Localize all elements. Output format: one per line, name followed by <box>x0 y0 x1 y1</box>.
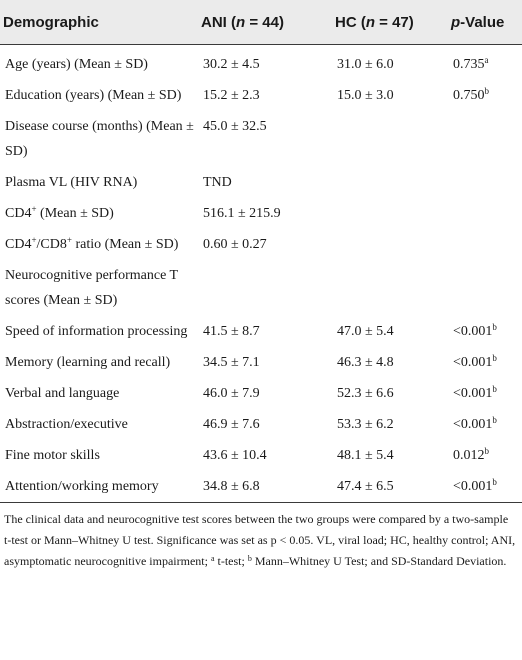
p-value <box>448 346 522 377</box>
p-value <box>448 79 522 110</box>
p-value <box>448 110 522 166</box>
p-value <box>448 259 522 315</box>
table-row <box>0 377 522 408</box>
row-label <box>0 228 198 259</box>
p-value-sup: b <box>492 477 497 487</box>
ani-value: 516.1 ± 215.9 <box>203 206 281 221</box>
p-value <box>448 439 522 470</box>
p-value-sup: b <box>484 446 489 456</box>
hc-value: 52.3 ± 6.6 <box>337 386 394 401</box>
table-row <box>0 197 522 228</box>
ani-value: 45.0 ± 32.5 <box>203 119 267 134</box>
header-p-value <box>448 0 522 45</box>
header-ani-prefix: ANI ( <box>201 13 236 31</box>
ani-value: 15.2 ± 2.3 <box>203 88 260 103</box>
table-body <box>0 45 522 503</box>
table-row <box>0 259 522 315</box>
row-label: Fine motor skills <box>5 448 100 463</box>
row-label <box>0 197 198 228</box>
row-label: Memory (learning and recall) <box>5 355 171 370</box>
ani-value: 46.0 ± 7.9 <box>203 386 260 401</box>
p-value-sup: b <box>492 353 497 363</box>
row-label: Verbal and language <box>5 386 120 401</box>
footnote-a-text: t-test; <box>214 554 248 568</box>
label-part: (Mean ± SD) <box>36 206 114 221</box>
footnote-sup-a: a <box>210 554 215 563</box>
p-value-sup: b <box>492 415 497 425</box>
hc-value: 53.3 ± 6.2 <box>337 417 394 432</box>
header-demographic: Demographic <box>0 0 198 45</box>
header-hc-prefix: HC ( <box>335 13 366 31</box>
p-value-text: 0.750 <box>453 88 485 103</box>
p-value-sup: a <box>484 55 489 65</box>
header-hc-n: n <box>365 13 375 31</box>
hc-value: 47.0 ± 5.4 <box>337 324 394 339</box>
ani-value: 46.9 ± 7.6 <box>203 417 260 432</box>
row-label: Age (years) (Mean ± SD) <box>5 57 148 72</box>
ani-value: 41.5 ± 8.7 <box>203 324 260 339</box>
row-label: Abstraction/executive <box>5 417 128 432</box>
ani-value: 0.60 ± 0.27 <box>203 237 267 252</box>
footnote-sup-b: b <box>247 554 252 563</box>
table-row <box>0 470 522 503</box>
p-value-sup: b <box>492 322 497 332</box>
hc-value: 15.0 ± 3.0 <box>337 88 394 103</box>
table-header <box>0 0 522 45</box>
table-row <box>0 346 522 377</box>
table-row <box>0 166 522 197</box>
ani-value: 30.2 ± 4.5 <box>203 57 260 72</box>
row-label: Education (years) (Mean ± SD) <box>5 88 182 103</box>
label-sup: + <box>31 235 37 245</box>
table-row <box>0 45 522 80</box>
header-hc <box>332 0 448 45</box>
p-value-text: <0.001 <box>453 355 493 370</box>
p-value <box>448 45 522 80</box>
row-label: Neurocognitive performance T scores (Mean ± SD) <box>5 268 178 308</box>
p-value-text: <0.001 <box>453 386 493 401</box>
label-part: /CD8 <box>36 237 67 252</box>
footnote-main: The clinical data and neurocognitive test scores between the two groups were compared by a two-sample t-test or Mann–Whitney U test. Significance was set as p < 0.05. VL, viral load; HC, healthy control; ANI, asymptomatic neurocognitive impairment; <box>4 512 516 568</box>
hc-value: 46.3 ± 4.8 <box>337 355 394 370</box>
row-label: Plasma VL (HIV RNA) <box>5 175 138 190</box>
p-value <box>448 408 522 439</box>
header-hc-suffix: = 47) <box>375 13 414 31</box>
table-row <box>0 110 522 166</box>
label-sup: + <box>66 235 72 245</box>
ani-value: TND <box>203 175 232 190</box>
header-p-suffix: -Value <box>460 13 505 31</box>
label-part: ratio (Mean ± SD) <box>71 237 179 252</box>
table-row <box>0 439 522 470</box>
p-value-text: 0.012 <box>453 448 485 463</box>
row-label: Attention/working memory <box>0 470 198 503</box>
hc-value <box>332 110 448 166</box>
label-part: CD4 <box>5 237 32 252</box>
p-value-text: <0.001 <box>453 324 493 339</box>
p-value <box>448 470 522 503</box>
hc-value: 31.0 ± 6.0 <box>337 57 394 72</box>
header-p: p <box>451 13 461 31</box>
label-sup: + <box>31 204 37 214</box>
table-row <box>0 408 522 439</box>
ani-value <box>198 259 332 315</box>
row-label: Speed of information processing <box>5 324 188 339</box>
p-value-text: 0.735 <box>453 57 485 72</box>
hc-value <box>332 197 448 228</box>
hc-value <box>332 259 448 315</box>
p-value <box>448 166 522 197</box>
p-value <box>448 228 522 259</box>
footnote-b-text: Mann–Whitney U Test; and SD-Standard Deviation. <box>251 554 507 568</box>
table-row <box>0 79 522 110</box>
p-value-sup: b <box>484 86 489 96</box>
ani-value: 34.5 ± 7.1 <box>203 355 260 370</box>
row-label: Disease course (months) (Mean ± SD) <box>5 119 194 159</box>
ani-value: 34.8 ± 6.8 <box>198 470 332 503</box>
table-footnote <box>0 503 522 572</box>
hc-value <box>332 228 448 259</box>
p-value <box>448 197 522 228</box>
hc-value: 47.4 ± 6.5 <box>332 470 448 503</box>
table-row <box>0 228 522 259</box>
p-value-text: <0.001 <box>453 479 493 494</box>
p-value <box>448 377 522 408</box>
header-ani-n: n <box>236 13 246 31</box>
ani-value: 43.6 ± 10.4 <box>203 448 267 463</box>
hc-value <box>332 166 448 197</box>
header-row <box>0 0 522 45</box>
header-ani <box>198 0 332 45</box>
p-value-text: <0.001 <box>453 417 493 432</box>
label-part: CD4 <box>5 206 32 221</box>
p-value-sup: b <box>492 384 497 394</box>
hc-value: 48.1 ± 5.4 <box>337 448 394 463</box>
table-row <box>0 315 522 346</box>
p-value <box>448 315 522 346</box>
header-ani-suffix: = 44) <box>245 13 284 31</box>
